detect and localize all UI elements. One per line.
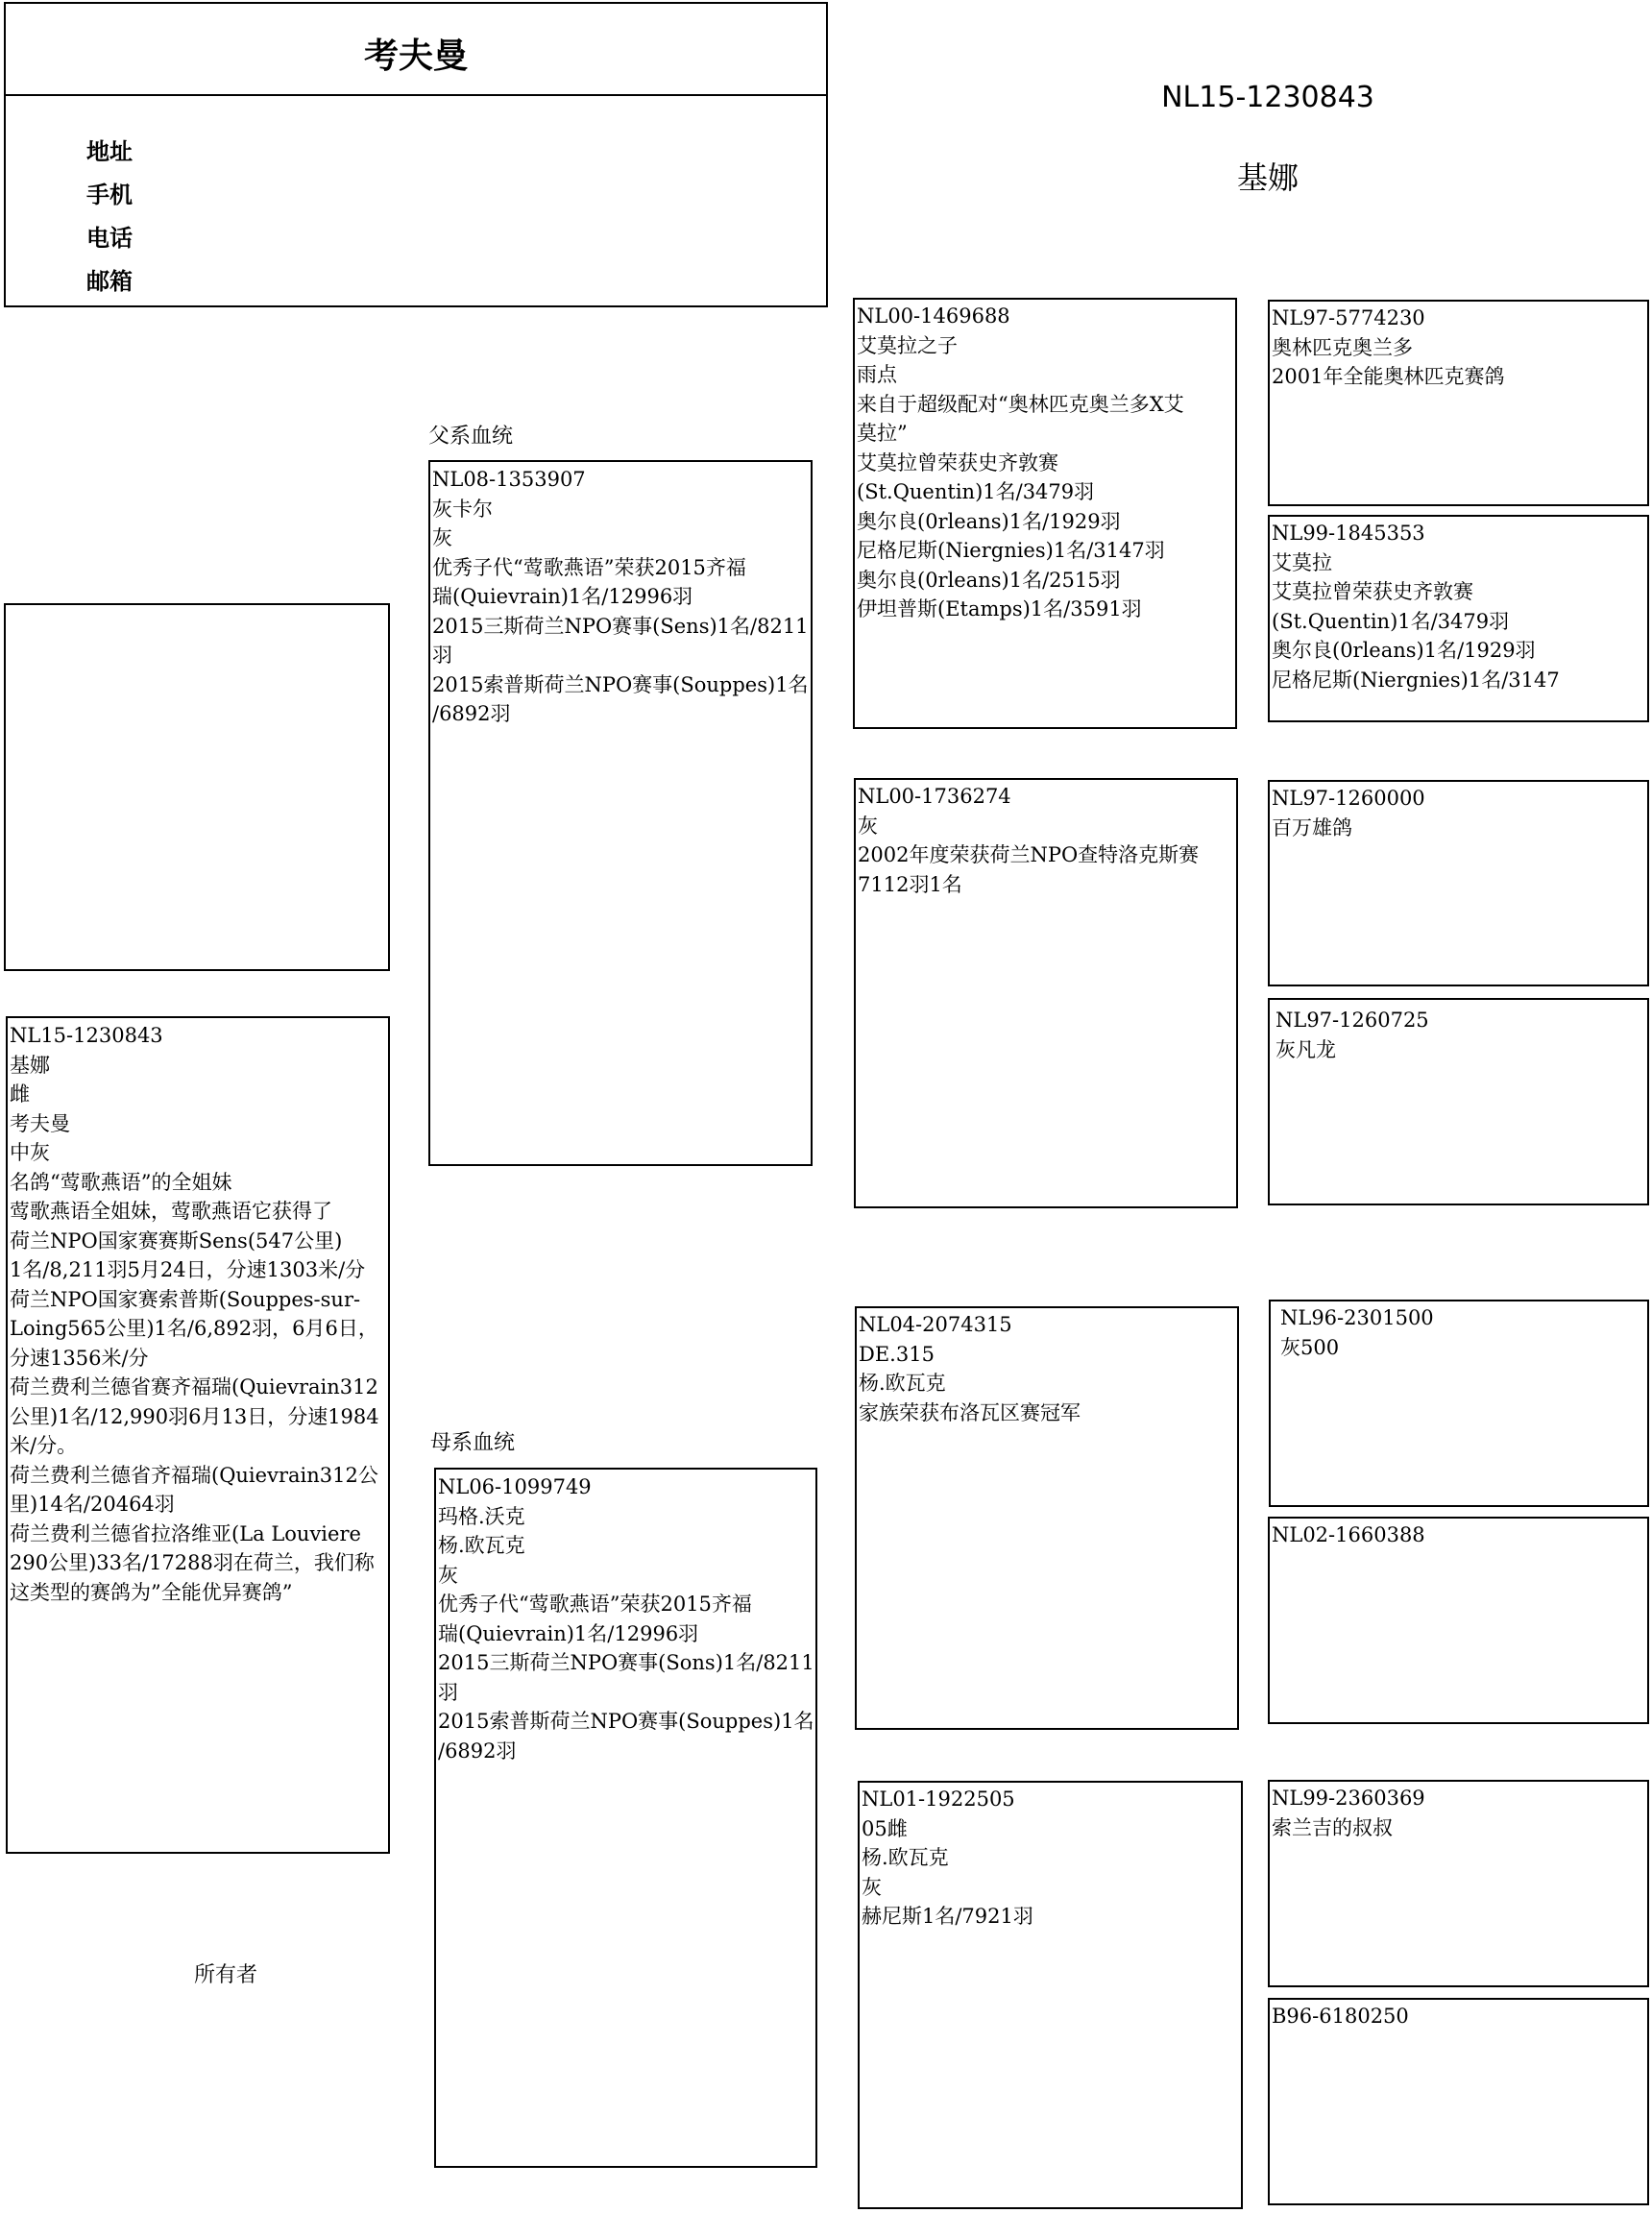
pedigree-line: 荷兰费利兰德省赛齐福瑞(Quievrain312 <box>10 1375 378 1398</box>
dam-card <box>434 1468 817 2168</box>
mobile-label: 手机 <box>86 182 133 208</box>
pedigree-line: 玛格.沃克 <box>438 1504 525 1528</box>
great-grandparent-card <box>1268 1998 1649 2205</box>
great-grandparent-card <box>1268 1517 1649 1724</box>
pedigree-line: 灰500 <box>1280 1335 1340 1359</box>
ring-number: NL99-2360369 <box>1272 1787 1425 1810</box>
pedigree-line: /6892羽 <box>438 1739 517 1763</box>
sire-card <box>428 460 813 1166</box>
pedigree-line: 荷兰费利兰德省齐福瑞(Quievrain312公 <box>10 1463 378 1487</box>
pedigree-line: 家族荣获布洛瓦区赛冠军 <box>859 1400 1081 1424</box>
pedigree-line: 来自于超级配对“奥林匹克奥兰多X艾 <box>857 392 1184 416</box>
pedigree-line: 灰 <box>858 814 878 838</box>
pedigree-line: 百万雄鸽 <box>1272 815 1352 839</box>
owner-name: 考夫曼 <box>363 36 468 76</box>
pedigree-line: 灰凡龙 <box>1275 1037 1336 1061</box>
pedigree-line: 2001年全能奥林匹克赛鸽 <box>1272 365 1505 388</box>
ring-number: NL97-1260000 <box>1272 787 1425 810</box>
photo-frame <box>4 603 390 971</box>
pedigree-line: 灰 <box>438 1563 458 1587</box>
pedigree-line: 艾莫拉之子 <box>857 333 958 357</box>
pedigree-line: 里)14名/20464羽 <box>10 1493 175 1516</box>
grandparent-card <box>855 1306 1239 1730</box>
pedigree-line: 荷兰NPO国家赛赛斯Sens(547公里) <box>10 1228 343 1252</box>
pedigree-line: 奥尔良(0rleans)1名/2515羽 <box>857 568 1121 592</box>
ring-number: NL02-1660388 <box>1272 1523 1425 1546</box>
pedigree-line: 中灰 <box>10 1141 50 1164</box>
pedigree-line: 莫拉” <box>857 422 908 445</box>
sire-line-label: 父系血统 <box>428 425 514 449</box>
pedigree-line: 杨.欧瓦克 <box>438 1534 525 1557</box>
phone-label: 电话 <box>86 225 133 252</box>
header-ring-number: NL15-1230843 <box>1161 81 1374 114</box>
pedigree-line: 名鸽“莺歌燕语”的全姐妹 <box>10 1170 232 1194</box>
pedigree-line: 7112羽1名 <box>858 872 962 896</box>
pedigree-line: Loing565公里)1名/6,892羽，6月6日， <box>10 1317 378 1340</box>
subject-card <box>6 1016 390 1854</box>
pedigree-line: 2015索普斯荷兰NPO赛事(Souppes)1名 <box>432 672 809 696</box>
great-grandparent-card <box>1268 300 1649 506</box>
pedigree-line: 290公里)33名/17288羽在荷兰，我们称 <box>10 1551 375 1574</box>
pedigree-line: 优秀子代“莺歌燕语”荣获2015齐福 <box>438 1593 752 1616</box>
pedigree-line: 这类型的赛鸽为”全能优异赛鸽” <box>10 1580 293 1604</box>
great-grandparent-card <box>1268 998 1649 1205</box>
pedigree-line: 荷兰费利兰德省拉洛维亚(La Louviere <box>10 1521 361 1545</box>
pedigree-line: 艾莫拉曾荣获史齐敦赛 <box>1272 580 1473 603</box>
ring-number: NL06-1099749 <box>438 1475 592 1498</box>
pedigree-line: 奥尔良(0rleans)1名/1929羽 <box>857 509 1121 533</box>
pedigree-line: 2015三斯荷兰NPO赛事(Sens)1名/8211 <box>432 614 809 638</box>
ring-number: NL96-2301500 <box>1280 1306 1434 1329</box>
great-grandparent-card <box>1268 515 1649 722</box>
pedigree-line: 灰卡尔 <box>432 497 493 521</box>
pedigree-line: 索兰吉的叔叔 <box>1272 1815 1393 1839</box>
pedigree-line: 雌 <box>10 1082 30 1106</box>
pedigree-line: 莺歌燕语全姐妹，莺歌燕语它获得了 <box>10 1200 332 1223</box>
pedigree-line: /6892羽 <box>432 702 511 725</box>
address-label: 地址 <box>86 138 133 165</box>
pedigree-line: 奥尔良(0rleans)1名/1929羽 <box>1272 639 1536 662</box>
pedigree-line: 艾莫拉 <box>1272 550 1332 574</box>
ring-number: NL97-5774230 <box>1272 306 1425 329</box>
pedigree-line: 05雌 <box>862 1816 908 1840</box>
pedigree-line: 2002年度荣获荷兰NPO查特洛克斯赛 <box>858 843 1200 866</box>
pedigree-line: (St.Quentin)1名/3479羽 <box>857 480 1095 503</box>
pedigree-line: 米/分。 <box>10 1434 78 1457</box>
great-grandparent-card <box>1268 780 1649 986</box>
pedigree-line: 荷兰NPO国家赛索普斯(Souppes-sur- <box>10 1287 361 1311</box>
dam-line-label: 母系血统 <box>430 1431 516 1455</box>
owner-card-divider <box>6 94 826 96</box>
pedigree-line: DE.315 <box>859 1342 935 1366</box>
grandparent-card <box>854 778 1238 1208</box>
pedigree-line: 艾莫拉曾荣获史齐敦赛 <box>857 450 1058 474</box>
pedigree-line: (St.Quentin)1名/3479羽 <box>1272 609 1510 633</box>
pedigree-line: 1名/8,211羽5月24日，分速1303米/分 <box>10 1258 366 1281</box>
pedigree-line: 灰 <box>862 1875 882 1899</box>
pedigree-line: 瑞(Quievrain)1名/12996羽 <box>438 1621 699 1645</box>
pedigree-line: 羽 <box>438 1680 458 1704</box>
ring-number: NL01-1922505 <box>862 1787 1015 1811</box>
pedigree-line: 分速1356米/分 <box>10 1346 149 1370</box>
ring-number: NL00-1469688 <box>857 304 1010 328</box>
pedigree-line: 灰 <box>432 526 452 549</box>
pedigree-line: 赫尼斯1名/7921羽 <box>862 1905 1033 1928</box>
ring-number: NL15-1230843 <box>10 1024 163 1047</box>
pedigree-line: 尼格尼斯(Niergnies)1名/3147 <box>1272 668 1560 692</box>
owner-label: 所有者 <box>194 1963 258 1987</box>
pedigree-line: 2015索普斯荷兰NPO赛事(Souppes)1名 <box>438 1710 814 1733</box>
ring-number: NL08-1353907 <box>432 468 586 491</box>
pedigree-line: 公里)1名/12,990羽6月13日，分速1984 <box>10 1404 379 1428</box>
grandparent-card <box>853 298 1237 729</box>
ring-number: B96-6180250 <box>1272 2005 1409 2028</box>
pedigree-line: 伊坦普斯(Etamps)1名/3591羽 <box>857 597 1142 620</box>
ring-number: NL99-1845353 <box>1272 522 1425 545</box>
ring-number: NL04-2074315 <box>859 1313 1012 1336</box>
owner-card <box>4 2 828 307</box>
pedigree-line: 雨点 <box>857 363 897 386</box>
pedigree-line: 考夫曼 <box>10 1111 70 1135</box>
great-grandparent-card <box>1269 1300 1649 1507</box>
header-bird-name: 基娜 <box>1236 159 1299 196</box>
pedigree-line: 杨.欧瓦克 <box>862 1846 949 1869</box>
pedigree-line: 瑞(Quievrain)1名/12996羽 <box>432 585 693 608</box>
grandparent-card <box>858 1781 1243 2209</box>
pedigree-line: 奥林匹克奥兰多 <box>1272 335 1413 359</box>
pedigree-line: 2015三斯荷兰NPO赛事(Sons)1名/8211 <box>438 1651 814 1674</box>
pedigree-line: 羽 <box>432 644 452 667</box>
ring-number: NL97-1260725 <box>1275 1009 1429 1032</box>
email-label: 邮箱 <box>86 268 133 295</box>
pedigree-line: 杨.欧瓦克 <box>859 1372 946 1395</box>
pedigree-line: 基娜 <box>10 1053 50 1077</box>
pedigree-line: 尼格尼斯(Niergnies)1名/3147羽 <box>857 539 1165 562</box>
great-grandparent-card <box>1268 1780 1649 1987</box>
ring-number: NL00-1736274 <box>858 785 1011 808</box>
owner-contact-labels <box>86 131 133 304</box>
pedigree-line: 优秀子代“莺歌燕语”荣获2015齐福 <box>432 555 746 579</box>
